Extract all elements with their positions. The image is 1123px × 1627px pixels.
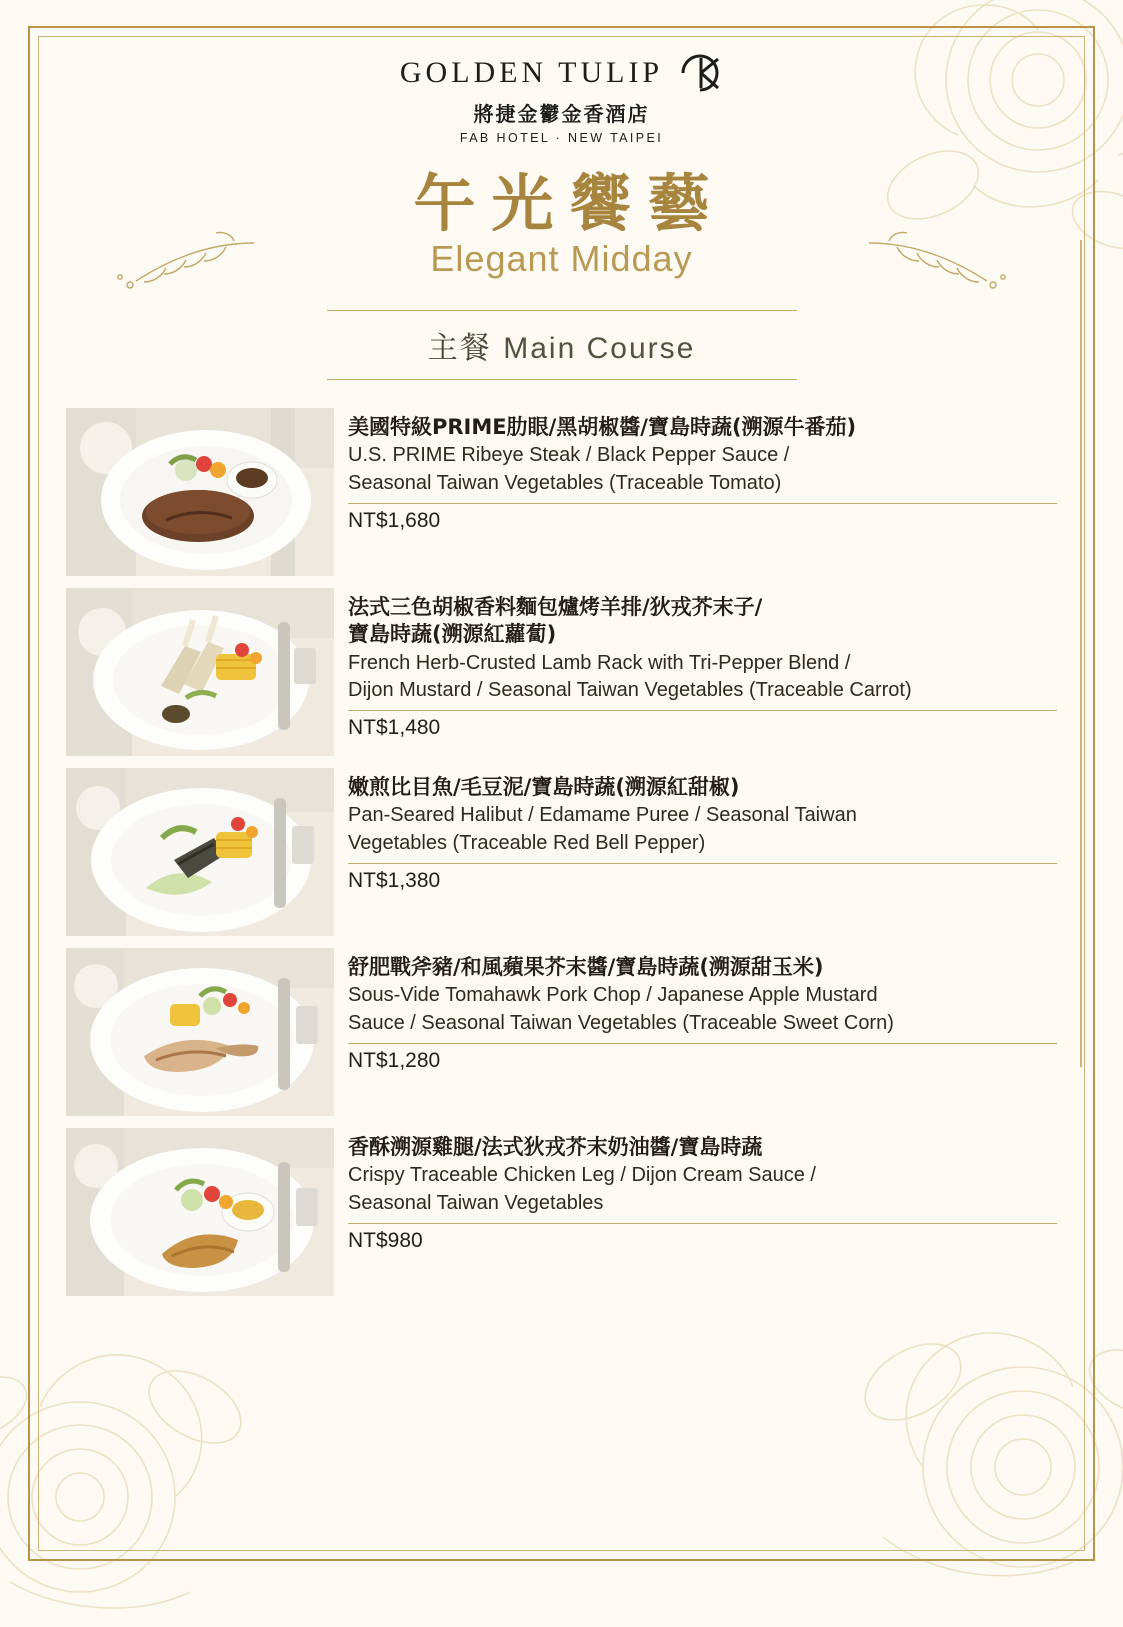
menu-item-price: NT$1,380 [348, 869, 441, 893]
menu-item-name-chinese-line1: 法式三色胡椒香料麵包爐烤羊排/狄戎芥末子/ [348, 595, 763, 620]
menu-item-name-english-line1: French Herb-Crusted Lamb Rack with Tri-Pepper Blend / [348, 651, 851, 674]
menu-item-price: NT$980 [348, 1229, 423, 1253]
chicken-leg-photo [66, 1128, 334, 1296]
ribeye-steak-photo [66, 408, 334, 576]
menu-item-name-english-line2: Seasonal Taiwan Vegetables (Traceable Tomato) [348, 471, 782, 494]
menu-item [66, 408, 1057, 576]
section-title [327, 311, 797, 379]
menu-item-name-english-line2: Sauce / Seasonal Taiwan Vegetables (Traceable Sweet Corn) [348, 1011, 894, 1034]
menu-item-text [334, 588, 1057, 756]
menu-item-price: NT$1,280 [348, 1049, 441, 1073]
menu-item [66, 588, 1057, 756]
section-rule-bottom [327, 379, 797, 380]
brand-chinese-name: 將捷金鬱金香酒店 [473, 102, 650, 126]
section-title-chinese: 主餐 [427, 331, 492, 367]
menu-item-text [334, 948, 1057, 1116]
menu-item [66, 768, 1057, 936]
menu-item-name-english-line1: Sous-Vide Tomahawk Pork Chop / Japanese Apple Mustard [348, 984, 878, 1007]
brand-logo-block [66, 50, 1057, 145]
menu-item-name-chinese: 美國特級PRIME肋眼/黑胡椒醬/寶島時蔬(溯源牛番茄) [348, 415, 857, 440]
menu-item-price: NT$1,480 [348, 716, 441, 740]
menu-item-text [334, 1128, 1057, 1296]
lamb-rack-photo [66, 588, 334, 756]
tulip-monogram-icon [677, 50, 723, 96]
pork-chop-photo [66, 948, 334, 1116]
leaf-flourish-left-icon [106, 229, 256, 304]
price-divider [348, 1223, 1057, 1224]
price-divider [348, 1043, 1057, 1044]
menu-title-english: Elegant Midday [430, 238, 693, 280]
price-divider [348, 863, 1057, 864]
price-divider [348, 710, 1057, 711]
menu-item-price: NT$1,680 [348, 509, 441, 533]
menu-item-text [334, 768, 1057, 936]
leaf-flourish-right-icon [867, 229, 1017, 304]
price-divider [348, 503, 1057, 504]
brand-tagline: FAB HOTEL · NEW TAIPEI [459, 131, 664, 145]
menu-item-name-chinese: 香酥溯源雞腿/法式狄戎芥末奶油醬/寶島時蔬 [348, 1135, 763, 1160]
menu-title-block [66, 167, 1057, 280]
menu-item-name-english-line1: Pan-Seared Halibut / Edamame Puree / Seasonal Taiwan [348, 804, 857, 827]
menu-item [66, 948, 1057, 1116]
halibut-photo [66, 768, 334, 936]
menu-item-name-chinese: 舒肥戰斧豬/和風蘋果芥末醬/寶島時蔬(溯源甜玉米) [348, 955, 824, 980]
menu-list [66, 408, 1057, 1296]
brand-wordmark: GOLDEN TULIP [399, 56, 664, 89]
menu-item-name-english-line2: Dijon Mustard / Seasonal Taiwan Vegetables (Traceable Carrot) [348, 679, 912, 702]
menu-item-name-english-line2: Vegetables (Traceable Red Bell Pepper) [348, 831, 706, 854]
menu-item-name-english-line1: U.S. PRIME Ribeye Steak / Black Pepper Sauce / [348, 444, 790, 467]
menu-title-chinese: 午光饗藝 [413, 167, 726, 240]
section-title-english: Main Course [503, 332, 696, 366]
menu-item-name-chinese: 嫩煎比目魚/毛豆泥/寶島時蔬(溯源紅甜椒) [348, 775, 740, 800]
menu-item-name-english-line2: Seasonal Taiwan Vegetables [348, 1191, 604, 1214]
menu-item-name-english-line1: Crispy Traceable Chicken Leg / Dijon Cream Sauce / [348, 1164, 816, 1187]
menu-item [66, 1128, 1057, 1296]
menu-item-name-chinese-line2: 寶島時蔬(溯源紅蘿蔔) [348, 622, 557, 647]
menu-item-text [334, 408, 1057, 576]
section-header [327, 310, 797, 380]
